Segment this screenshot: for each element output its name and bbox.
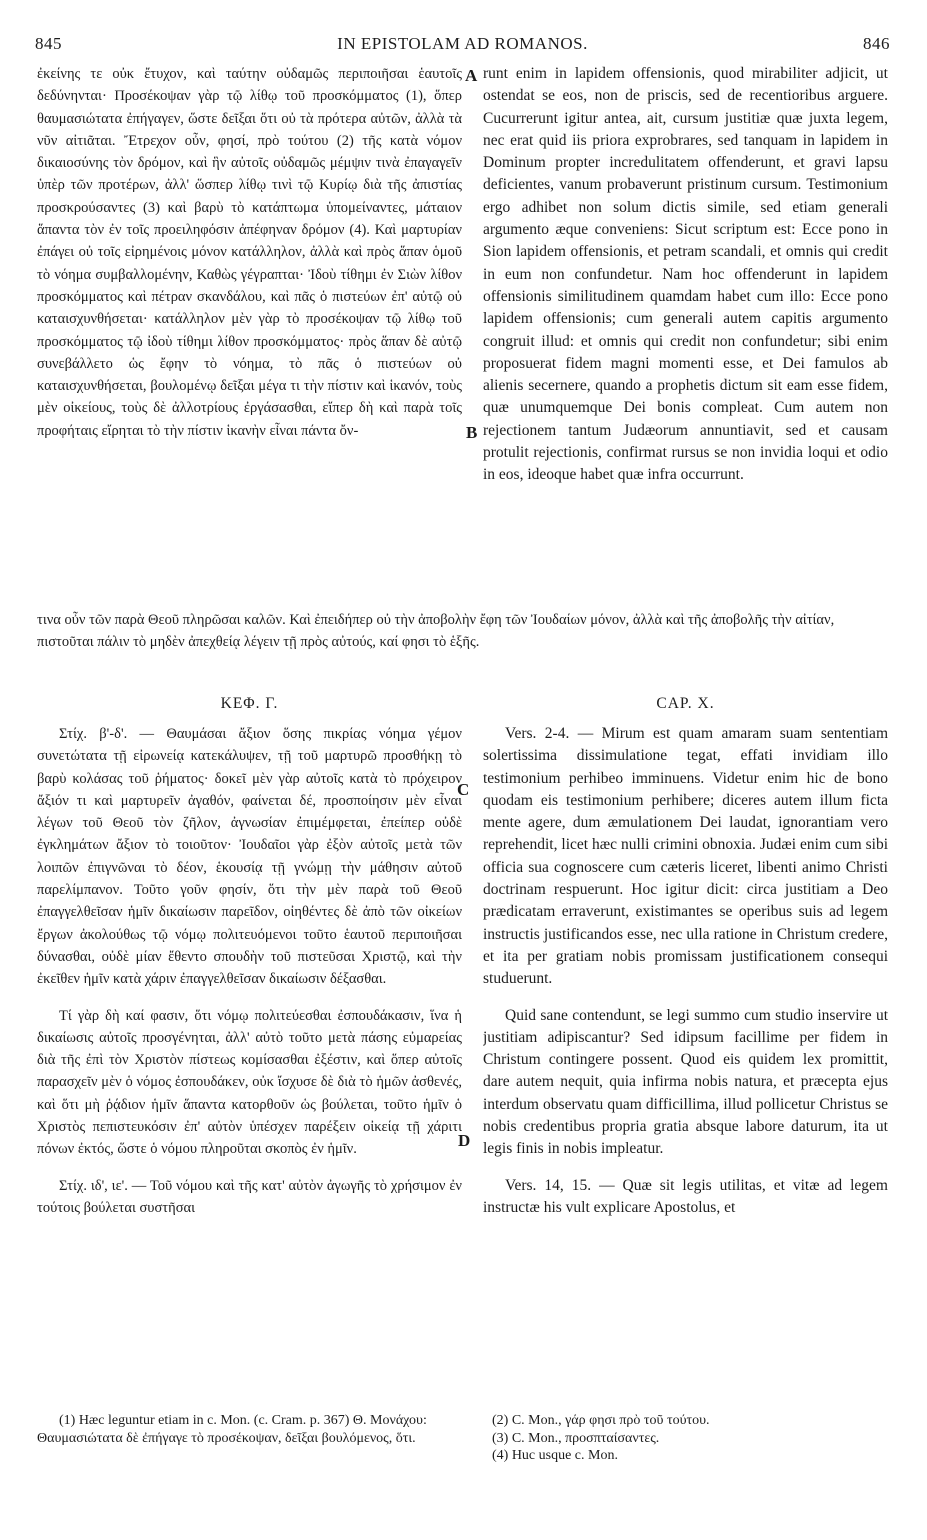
margin-letter-d: D: [458, 1131, 471, 1150]
greek-full-width-text: [37, 610, 888, 653]
margin-letter-b: B: [466, 423, 478, 442]
greek-paragraph-2: Τί γὰρ δὴ καί φασιν, ὅτι νόμῳ πολιτεύεσθαι ἐσπουδάκασιν, ἵνα ἡ δικαίωσις αὐτοῖς προσγένηται, ἀλλ' αὐτὸ τοῦτο μετὰ πάσης εὐμαρείας διὰ τῆς ἐπὶ τὸν Χριστὸν πίστεως κομίσασθαι ἐξέστιν, καὶ ὅπερ αὐτοῖς παρασχεῖν μὲν ὁ νόμος ἐσπουδάκεν, οὐκ ἴσχυσε δὲ διὰ τὸ ἡμῶν ἀσθενές, καὶ ὅτι μὴ ῥᾴδιον ἡμῖν ἅπαντα κατορθοῦν ὡς βούλεται, τοῦτο ἡμῖν ὁ Χριστὸς πεπιστευκόσιν ἐπ' αὐτὸν ὑπέσχεν παρέξειν οἰκείᾳ τῇ χάριτι πόνων ἐκτός, ὥστε ὁ νόμου πληροῦται σκοπὸς ἐν ἡμῖν.: [37, 1007, 462, 1158]
greek-paragraph-3: Στίχ. ιδ', ιε'. — Τοῦ νόμου καὶ τῆς κατ' αὐτὸν ἀγωγῆς τὸ χρήσιμον ἐν τούτοις βούλεται συστῆσαι: [37, 1177, 462, 1216]
margin-letter-c: C: [457, 780, 470, 799]
footnote-1: (1) Hæc leguntur etiam in c. Mon. (c. Cram. p. 367) Θ. Μονάχου: Θαυμασιώτατα δὲ ἐπήγαγε τὸ προσέκοψαν, δεῖξαι βουλόμενος, ὅτι.: [37, 1413, 427, 1446]
latin-paragraph-3: Vers. 14, 15. — Quæ sit legis utilitas, et vitæ ad legem instructæ his vult explicare Apostolus, et: [483, 1176, 888, 1216]
chapter-title-latin: CAP. X.: [656, 695, 715, 712]
footnote-separator: [37, 1403, 888, 1404]
greek-column-bottom: [37, 723, 462, 1403]
margin-letter-a: A: [465, 66, 478, 85]
latin-paragraph-1: Vers. 2-4. — Mirum est quam amaram suam sententiam solertissima dissimulatione tegat, effati invidiam illo testimonium perhibeo imminuens. Videtur enim hic de bono quodam eis testimonium perhibere; diceres autem illum ficta mente agere, dum æmulationem Dei laudat, ignorantiam vero reprehendit, licet hæc nulli crimini obnoxia. Judæi enim cum sibi officia sua cognoscere cum cæteris liceret, libenti animo Christi doctrinam respuerunt. Hoc igitur dicit: circa justitiam a Deo prædicatam erraverunt, existimantes se operibus suis ad legem instructis justificandos esse, nec ulla ratione in Christum credere, et ita per gratiam nobis promissam justificationem consequi studuerunt.: [483, 725, 888, 988]
greek-continuation: τινα οὖν τῶν παρὰ Θεοῦ πληρῶσαι καλῶν. Καὶ ἐπειδήπερ οὐ τὴν ἀποβολὴν ἔφη τῶν Ἰουδαίων μόνον, ἀλλὰ καὶ τῆς ἀποβολῆς τὴν αἰτίαν, πιστοῦται πάλιν τὸ μηδὲν ἀπεχθείᾳ λέγειν τῇ πρὸς αὐτούς, καί φησι τὸ ἑξῆς.: [37, 612, 835, 650]
running-title: IN EPISTOLAM AD ROMANOS.: [337, 34, 588, 53]
latin-text-top: runt enim in lapidem offensionis, quod mirabiliter adjicit, ut ostendat se eos, non de priscis, sed de recentioribus arguere. Cucurrerunt igitur antea, ait, cursum justitiæ quæ juxta legem, nec erat quid iis priora exprobrares, sed tanquam in lapidem in Dominum propter incredulitatem offenderunt, et gravi lapsu deficientes, vanum probaverunt pristinum cursum. Testimonium ergo adhibet non solum dictis simile, sed etiam generali argumento æque conveniens: Sicut scriptum est: Ecce pono in Sion lapidem offensionis, et petram scandali, et omnis qui credit in eum non confundetur. Nam hoc offenderunt in lapidem offensionis similitudinem quamdam habet cum illo: Ecce pono lapidem offensionis; cum generali autem capitis argumento congruit illud: et omnis qui credit non confundetur; sibi enim proposuerat fidem magni momenti esse, et Dei famulos ab alienis secernere, quando a prophetis dictum sit eam esse fidem, quæ unumquemque Dei bonis compleat. Cum autem non rejectionem tantum Judæorum annuntiavit, sed et causam protulit rejectionis, confirmat rursus se non invidia loqui et odio in eos, ideoque habet quæ infra occurrunt.: [483, 65, 888, 484]
footnote-3: (3) C. Mon., προσπταίσαντες.: [492, 1430, 660, 1446]
chapter-title-greek: ΚΕΦ. Γ.: [220, 695, 279, 712]
footnotes-left: [37, 1412, 462, 1447]
greek-column-top: [37, 63, 462, 598]
latin-column-top: [483, 63, 888, 608]
page-number-right: 846: [863, 34, 890, 53]
footnote-2: (2) C. Mon., γάρ φησι πρὸ τοῦ τούτου.: [492, 1413, 710, 1428]
latin-column-bottom: [483, 723, 888, 1403]
footnotes-right: [492, 1412, 888, 1465]
running-header: [35, 34, 890, 58]
page-number-left: 845: [35, 34, 62, 53]
footnote-4: (4) Huc usque c. Mon.: [492, 1448, 618, 1463]
latin-paragraph-2: Quid sane contendunt, se legi summo cum studio inservire ut justitiam adipiscantur? Sed idipsum facillime per fidem in Christum contingere possent. Quod eis quidem lex promittit, dare autem nequit, quia infirma nobis natura, et præcepta ejus interdum observatu quam difficillima, illud pollicetur Christus se nobis credentibus propria gratia absque labore daturum, ita ut legis finis in nobis impleatur.: [483, 1006, 888, 1158]
greek-paragraph-1: Στίχ. β'-δ'. — Θαυμάσαι ἄξιον ὅσης πικρίας νόημα γέμον συνετώτατα τῇ εἰρωνείᾳ κατεκάλυψεν, τῇ τοῦ μαρτυρῶ προσθήκῃ τὸ βαρὺ κολάσας τοῦ ῥήματος· δοκεῖ μὲν γὰρ αὐτοῖς κατὰ τὸ πρόχειρον ἄξιόν τι καὶ μαρτυρεῖν ἀγαθόν, φαίνεται δέ, προσποίησιν μὲν εἶναι λέγων τοῦ Θεοῦ τὸν ζῆλον, ἀγνωσίαν ἐπιμέμφεται, ἐπείπερ οὐδὲ ἐγκλημάτων ἄξιον τὸ τοιοῦτον· Ἰουδαῖοι γὰρ ἐξὸν αὐτοῖς μετὰ τῶν λοιπῶν ἐπιγνῶναι τὸ δέον, ἑκουσίᾳ τῇ γνώμῃ τὴν μάθησιν αὐτοῦ παρελίμπανον. Τοῦτο γοῦν φησίν, ὅτι τὴν μὲν παρὰ τοῦ Θεοῦ ἐπαγγελθεῖσαν ἡμῖν δικαίωσιν παρεῖδον, οἰηθέντες δὲ ἀπὸ τῶν οἰκείων ἔργων ἀκολούθως τῷ νόμῳ πολιτευόμενοι τοῦτο ἑαυτοῦ περιποιῆσαι δύνασθαι, οὐδὲ μίαν ἔθεντο σπουδὴν τοῦ πιστεῦσαι Χριστῷ, καὶ τὴν ἐκεῖθεν ἡμῖν κατὰ χάριν ἐπαγγελθεῖσαν δικαίωσιν δέξασθαι.: [37, 726, 462, 988]
greek-text-top: ἐκείνης τε οὐκ ἔτυχον, καὶ ταύτην οὐδαμῶς περιποιῆσαι ἑαυτοῖς δεδύνηνται· Προσέκοψαν γὰρ τῷ λίθῳ τοῦ προσκόμματος (1), ὅπερ θαυμασιώτατα ἐπήγαγεν, ὥστε δεῖξαι ὅτι οὐ τὰ πρότερα αὐτῶν, ἀλλὰ τὰ νῦν αἰτιᾶται. Ἔτρεχον οὖν, φησί, πρὸ τούτου (2) τῆς κατὰ νόμον δικαιοσύνης τὸν δρόμον, καὶ ἣν αὐτοῖς οὐδαμῶς μέμψιν τινὰ ἐπαγαγεῖν ὑπὲρ τῶν προτέρων, ἀλλ' ὥσπερ λίθῳ τινὶ τῷ Κυρίῳ διὰ τῆς ἀπιστίας προσκρούσαντες (3) καὶ βαρὺ τὸ κατάπτωμα ὑπομείναντες, μάταιον ἅπαντα τὸν ἐν τοῖς προειληφόσιν ἀπέφηναν δρόμον (4). Καὶ μαρτυρίαν ἐπάγει οὐ τοῖς εἰρημένοις μόνον κατάλληλον, ἀλλὰ καὶ πρὸς ἅπαν ὁμοῦ τὸ νόημα συμβαλλομένην, Καθὼς γέγραπται· Ἰδοὺ τίθημι ἐν Σιὼν λίθον προσκόμματος καὶ πέτραν σκανδάλου, καὶ πᾶς ὁ πιστεύων ἐπ' αὐτῷ οὐ καταισχυνθήσεται· κατάλληλον μὲν γὰρ τὸ προσέκοψαν τῷ λίθῳ τοῦ προσκόμματος τῷ ἰδοὺ τίθημι λίθον προσκόμματος· πρὸς ἅπαν δὲ αὐτῷ συνεβάλλετο ὡς ἔφην τὸ νόημα, τὸ πᾶς ὁ πιστεύων οὐ καταισχυνθήσεται, βουλομένῳ δεῖξαι μέγα τι τὴν πίστιν καὶ ἱκανόν, τοὺς μὲν οἰκείους, τοὺς δὲ ἀλλοτρίους ἐργάσασθαι, εἴπερ δὴ καὶ παρὰ τοῖς προφήταις εἴρηται τὸ τὴν πίστιν ἱκανὴν εἶναι πάντα ὄν-: [37, 66, 462, 439]
